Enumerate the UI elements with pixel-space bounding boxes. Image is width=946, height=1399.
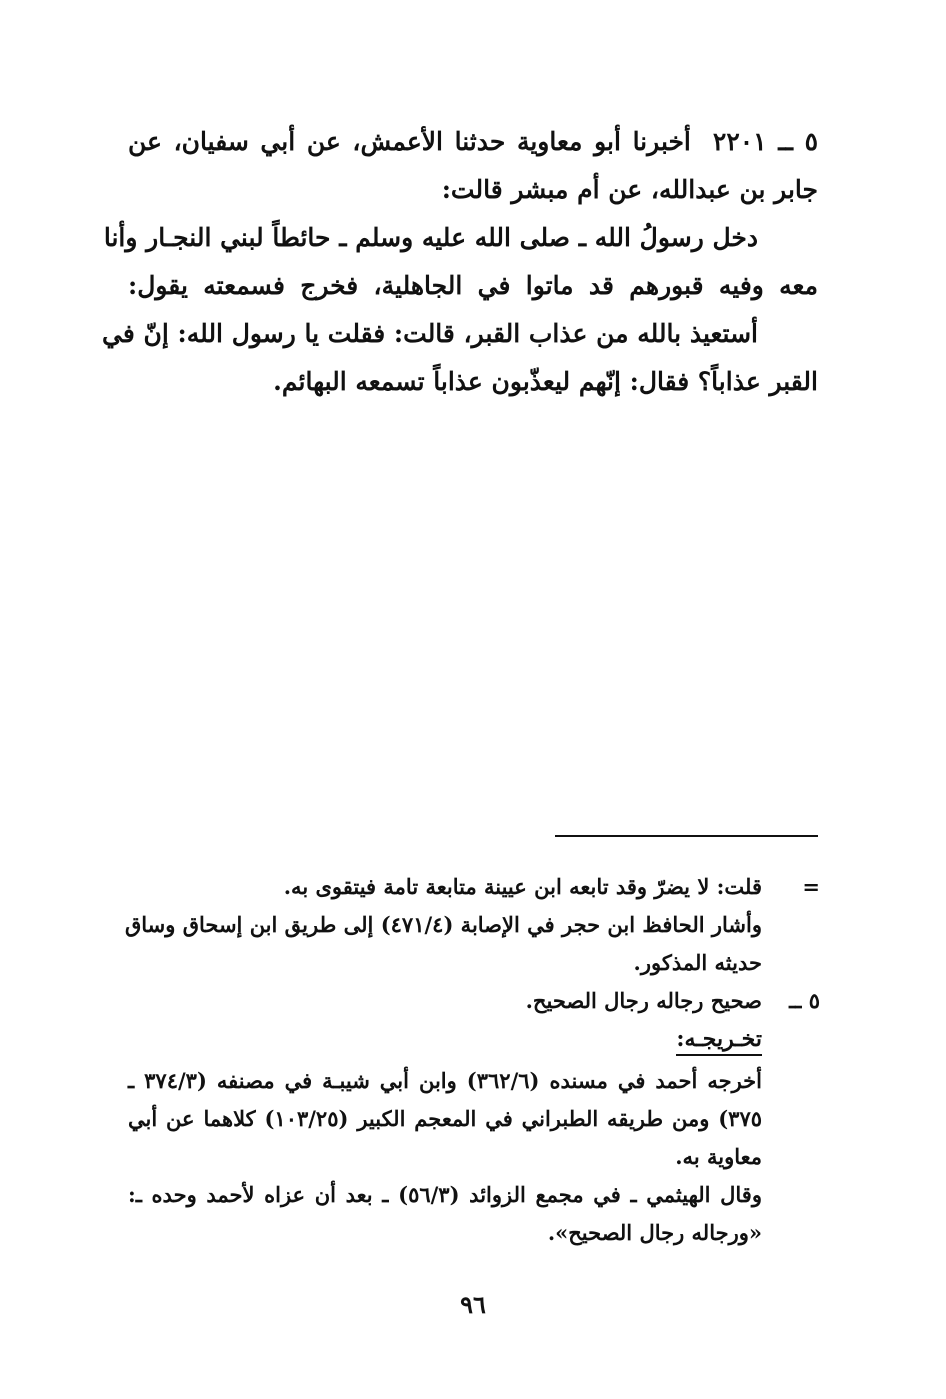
hadith-line-1-text: أخبرنا أبو معاوية حدثنا الأعمش، عن أبي سفيان، عن [128,127,691,156]
hadith-text [102,118,818,406]
footnote-5 [128,982,820,1252]
continuation-line-3: حديثه المذكور. [633,950,762,975]
hadith-line-4: معه وفيه قبورهم قد ماتوا في الجاهلية، فخرج فسمعته يقول: [128,271,818,300]
haythami-line-1: وقال الهيثمي ـ في مجمع الزوائد (٥٦/٣) ـ بعد أن عزاه لأحمد وحده ـ: [128,1182,762,1207]
takhrij-line-3: معاوية به. [675,1144,762,1169]
hadith-line-1 [128,118,818,166]
continuation-marker: = [802,874,820,899]
footnotes [124,868,820,1252]
haythami-line-2: «ورجاله رجال الصحيح». [547,1220,762,1245]
hadith-number: ٥ ــ ٢٢٠١ [712,127,818,156]
footnote-5-body [128,982,762,1252]
takhrij-line-2: ٣٧٥) ومن طريقه الطبراني في المعجم الكبير (١٠٣/٢٥) كلاهما عن أبي [128,1106,763,1131]
footnote-5-grade: صحيح رجاله رجال الصحيح. [525,988,762,1013]
hadith-line-5: أستعيذ بالله من عذاب القبر، قالت: فقلت يا رسول الله: إنّ في [102,319,758,348]
footnote-5-marker: ٥ ــ [789,988,820,1013]
hadith-line-2: جابر بن عبدالله، عن أم مبشر قالت: [441,175,818,204]
footnote-separator [555,835,818,837]
takhrij-heading: تخـريجـه: [676,1024,762,1056]
continuation-line-2: وأشار الحافظ ابن حجر في الإصابة (٤٧١/٤) إلى طريق ابن إسحاق وساق [124,912,762,937]
hadith-line-3: دخل رسولُ الله ـ صلى الله عليه وسلم ـ حائطاً لبني النجـار وأنا [103,223,758,252]
continuation-line-1: قلت: لا يضرّ وقد تابعه ابن عيينة متابعة تامة فيتقوى به. [283,874,762,899]
page-number: ٩٦ [460,1290,486,1319]
takhrij-line-1: أخرجه أحمد في مسنده (٣٦٢/٦) وابن أبي شيبـة في مصنفه (٣٧٤/٣ ـ [128,1068,762,1093]
footnote-continuation [124,868,820,982]
hadith-line-6: القبر عذاباً؟ فقال: إنّهم ليعذّبون عذاباً تسمعه البهائم. [273,367,818,396]
takhrij-heading-row [128,1020,762,1062]
continuation-body [125,868,762,982]
